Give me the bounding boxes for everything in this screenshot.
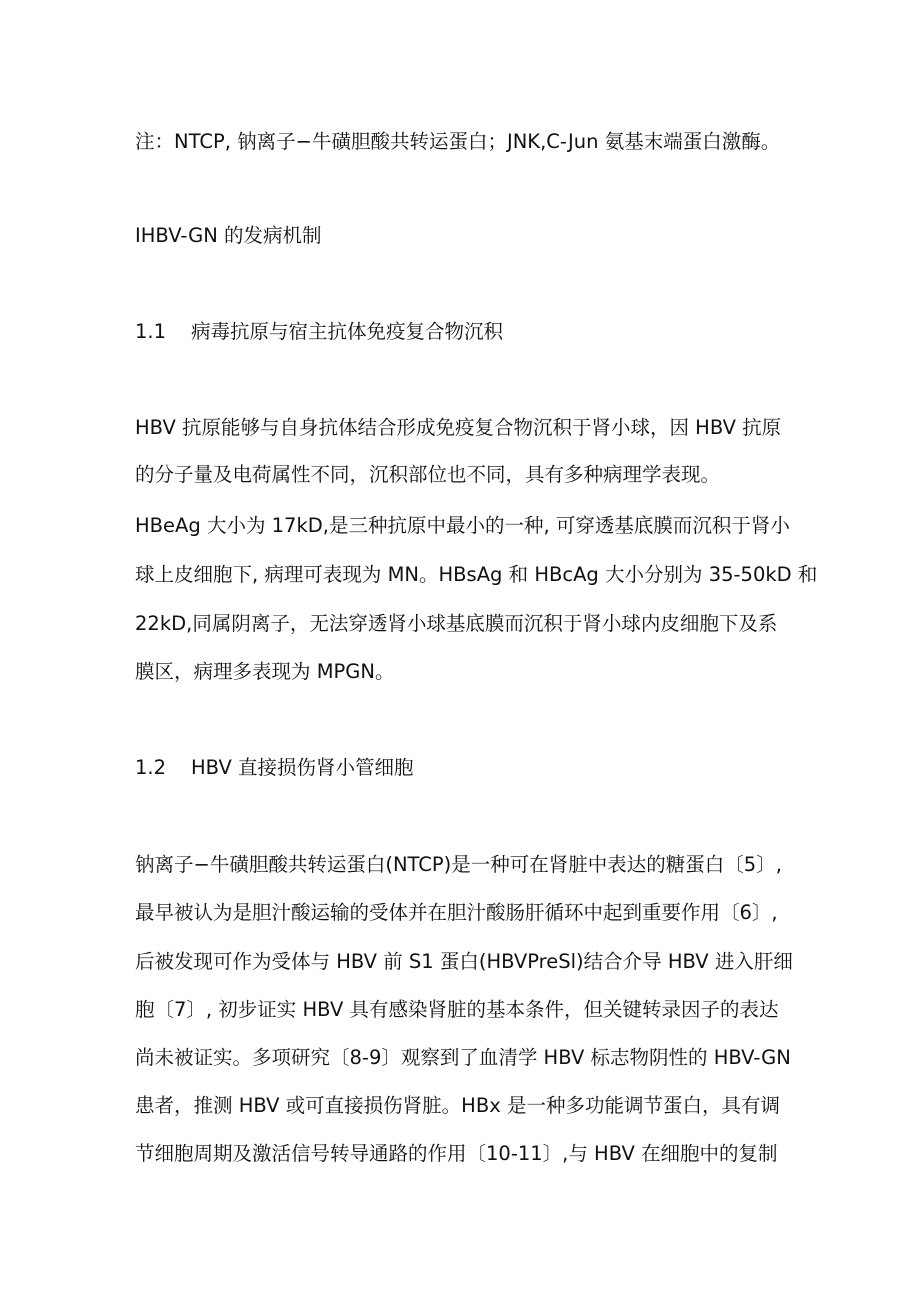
paragraph-1-line: 膜区，病理多表现为 MPGN。 [135, 660, 395, 683]
paragraph-2-line: 胞〔7〕, 初步证实 HBV 具有感染肾脏的基本条件，但关键转录因子的表达 [135, 998, 779, 1021]
paragraph-2-line: 最早被认为是胆汁酸运输的受体并在胆汁酸肠肝循环中起到重要作用〔6〕, [135, 901, 778, 924]
paragraph-1-line: 球上皮细胞下, 病理可表现为 MN。HBsAg 和 HBcAg 大小分别为 35-50kD 和 [135, 563, 818, 586]
heading-1-2-number: 1.2 [135, 756, 167, 779]
heading-1-2-title: HBV 直接损伤肾小管细胞 [191, 756, 414, 779]
heading-1-1 [135, 318, 503, 346]
section-title: IHBV-GN 的发病机制 [135, 224, 322, 247]
paragraph-2-line: 患者，推测 HBV 或可直接损伤肾脏。HBx 是一种多功能调节蛋白，具有调 [135, 1094, 780, 1117]
paragraph-2-line: 钠离子−牛磺胆酸共转运蛋白(NTCP)是一种可在肾脏中表达的糖蛋白〔5〕, [135, 853, 782, 876]
paragraph-2-line: 尚未被证实。多项研究〔8-9〕观察到了血清学 HBV 标志物阴性的 HBV-GN [135, 1046, 791, 1069]
paragraph-1-line: HBV 抗原能够与自身抗体结合形成免疫复合物沉积于肾小球，因 HBV 抗原 [135, 416, 782, 439]
heading-1-1-number: 1.1 [135, 320, 167, 343]
table-note: 注：NTCP, 钠离子−牛磺胆酸共转运蛋白；JNK,C-Jun 氨基末端蛋白激酶。 [135, 130, 781, 153]
heading-1-2 [135, 754, 413, 782]
paragraph-2-line: 后被发现可作为受体与 HBV 前 S1 蛋白(HBVPreSl)结合介导 HBV 进入肝细 [135, 950, 793, 973]
paragraph-2-line: 节细胞周期及激活信号转导通路的作用〔10-11〕,与 HBV 在细胞中的复制 [135, 1142, 778, 1165]
paragraph-1-line: 22kD,同属阴离子，无法穿透肾小球基底膜而沉积于肾小球内皮细胞下及系 [135, 612, 778, 635]
paragraph-1-line: 的分子量及电荷属性不同，沉积部位也不同，具有多种病理学表现。 [135, 463, 721, 486]
paragraph-1-line: HBeAg 大小为 17kD,是三种抗原中最小的一种, 可穿透基底膜而沉积于肾小 [135, 514, 790, 537]
heading-1-1-title: 病毒抗原与宿主抗体免疫复合物沉积 [191, 320, 504, 343]
